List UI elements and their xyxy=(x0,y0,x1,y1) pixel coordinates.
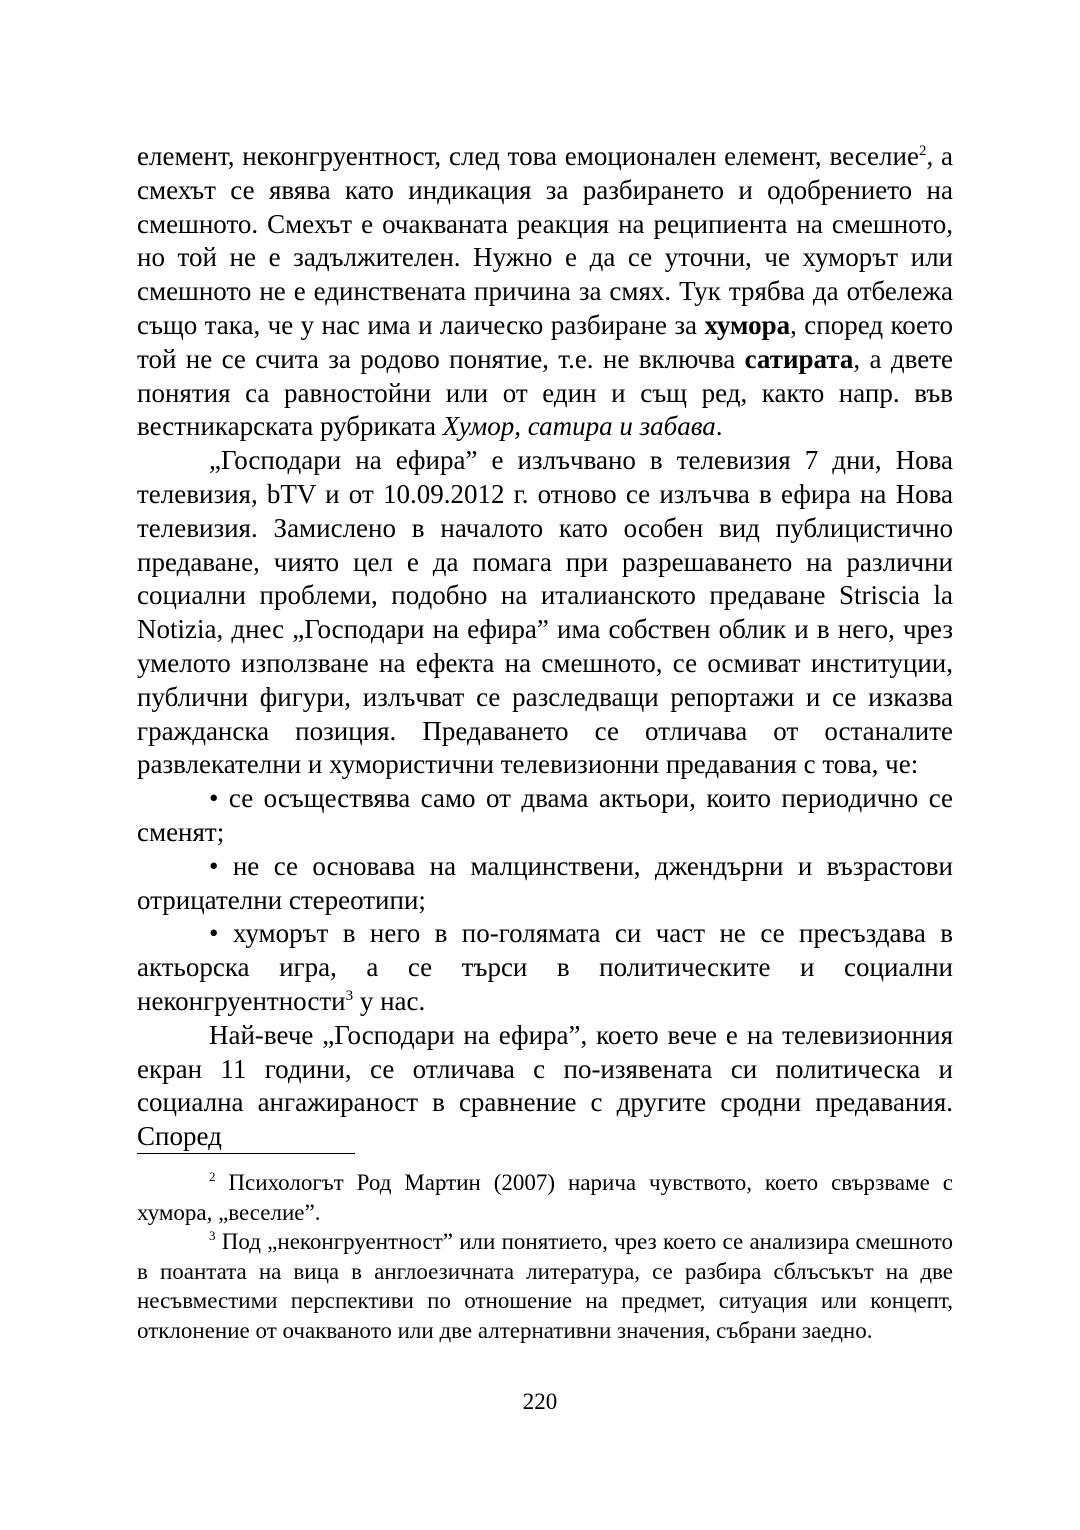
italic-rubric-title: Хумор, сатира и забава xyxy=(442,411,716,442)
bullet-item-1 xyxy=(137,782,953,850)
text-run: , а смехът се явява като индикация за разбирането и одобрението на смешното. Смехът е очакваната реакция на реципиента на смешното, но той не е задължителен. Нужно е да се уточни, че хуморът или смешното не е единствената причина за смях. Тук трябва да отбележа също така, че у нас има и лаическо разбиране за xyxy=(137,141,954,340)
footnote-3 xyxy=(137,1227,953,1345)
text-run: елемент, неконгруентност, след това емоционален елемент, веселие xyxy=(137,141,919,171)
paragraph-show-engagement: Най-вече „Господари на ефира”, което вече е на телевизионния екран 11 години, се отличава с по-изявената си политическа и социална ангажираност в сравнение с другите сродни предавания. Според xyxy=(137,1019,953,1152)
footnote-number: 3 xyxy=(209,1228,216,1244)
text-run: , а двете понятия са равностойни или от един и същ ред, както напр. във вестникарската рубриката xyxy=(137,343,953,442)
bullet-text: хуморът в него в по-голямата си част не се пресъздава в актьорска игра, а се търси в политическите и социални неконгруентности xyxy=(137,918,954,1016)
paragraph-humor-definition xyxy=(137,140,953,444)
footnote-ref-3[interactable]: 3 xyxy=(345,987,354,1004)
bold-term-satire: сатирата xyxy=(744,343,854,374)
bullet-item-3 xyxy=(137,917,953,1018)
footnotes xyxy=(137,1168,953,1346)
bullet-icon: • xyxy=(209,918,219,949)
bullet-text: се осъществява само от двама актьори, които периодично се сменят; xyxy=(137,783,953,847)
bullet-item-2 xyxy=(137,850,953,918)
bullet-text: не се основава на малцинствени, джендърни и възрастови отрицателни стереотипи; xyxy=(137,850,953,915)
text-run: . xyxy=(715,411,723,442)
bullet-icon: • xyxy=(209,783,219,814)
paragraph-show-description: „Господари на ефира” е излъчвано в телевизия 7 дни, Нова телевизия, bTV и от 10.09.2012 г. отново се излъчва в ефира на Нова телевизия. Замислено в началото като особен вид публицистично предаване, чиято цел е да помага при разрешаването на различни социални проблеми, подобно на италианското предаване Striscia la Notizia, днес „Господари на ефира” има собствен облик и в него, чрез умелото използване на ефекта на смешното, се осмиват институции, публични фигури, излъчват се разследващи репортажи и се изказва гражданска позиция. Предаването се отличава от останалите развлекателни и хумористични телевизионни предавания с това, че: xyxy=(137,445,953,780)
footnote-text: Психологът Род Мартин (2007) нарича чувството, което свързваме с хумора, „веселие”. xyxy=(137,1170,953,1225)
bold-term-humor: хумора xyxy=(704,309,791,340)
page-number: 220 xyxy=(522,1389,558,1414)
bullet-icon: • xyxy=(209,850,219,881)
main-text xyxy=(137,140,953,1154)
footnote-ref-2[interactable]: 2 xyxy=(918,143,927,159)
footnote-divider xyxy=(137,1153,355,1154)
footnote-2 xyxy=(137,1168,953,1227)
footnote-number: 2 xyxy=(209,1169,216,1184)
bullet-text: у нас. xyxy=(353,985,426,1016)
text-run: , според което той не се счита за родово понятие, т.е. не включва xyxy=(137,309,953,374)
footnote-text: Под „неконгруентност” или понятието, чрез което се анализира смешното в поантата на вица в англоезичната литература, се разбира сблъсъкът на две несъвместими перспективи по отношение на предмет, ситуация или концепт, отклонение от очакваното или две алтернативни значения, събрани заедно. xyxy=(137,1229,953,1343)
